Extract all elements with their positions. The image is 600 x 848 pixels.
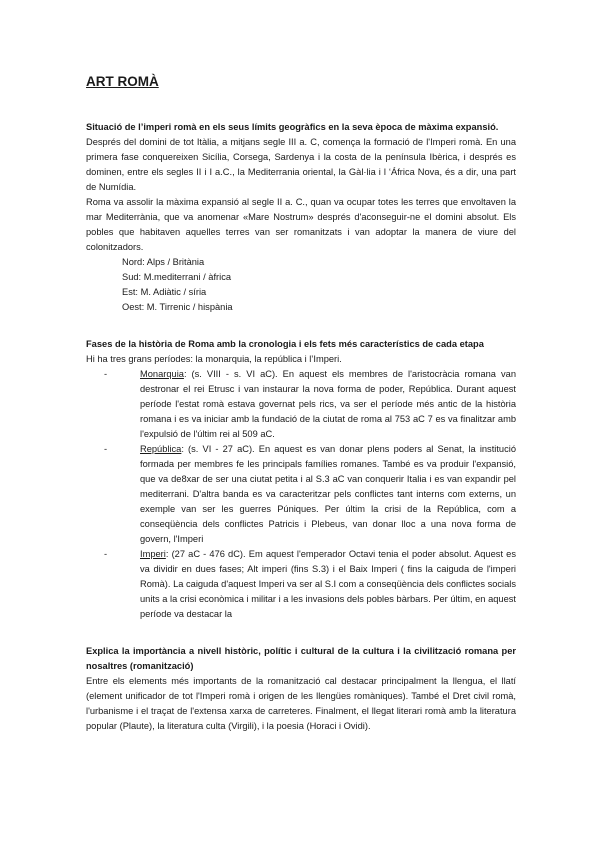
limit-item-west: Oest: M. Tirrenic / hispània: [122, 302, 233, 312]
section-geographic-limits: [86, 120, 516, 315]
phase-term: Imperi: [140, 549, 166, 559]
paragraph: Hi ha tres grans períodes: la monarquia, la república i l’Imperi.: [86, 354, 342, 364]
limit-item-north: Nord: Alps / Britània: [122, 257, 205, 267]
phase-text: : (s. VIII - s. VI aC). En aquest els membres de l'aristocràcia romana van destronar el rei Etrusc i van instaurar la nova forma de poder, República. Durant aquest període l'estat romà estava governat pels rics, va ser el període més antic de la història romana i es va iniciar amb la fundació de la ciutat de roma al 753 aC 7 es va finalitzar amb l'expulsió de l'últim rei al 509 aC.: [140, 369, 516, 439]
phase-item-republica: [86, 442, 516, 547]
section-romanization: [86, 644, 516, 734]
section-history-phases: [86, 337, 516, 622]
phase-item-monarquia: [86, 367, 516, 442]
limits-list: [122, 255, 516, 315]
section-heading: Situació de l’imperi romà en els seus límits geogràfics en la seva època de màxima expansió.: [86, 122, 499, 132]
document-title: ART ROMÀ: [86, 74, 159, 89]
section-heading: Fases de la història de Roma amb la cronologia i els fets més característics de cada etapa: [86, 339, 484, 349]
spacer: [86, 315, 516, 337]
document-page: [86, 74, 516, 734]
dash-bullet: -: [104, 444, 108, 454]
paragraph: Entre els elements més importants de la romanització cal destacar principalment la llengua, el llatí (element unificador de tot l'Imperi romà i origen de les llengües romàniques). També el Dret civil romà, l'urbanisme i el traçat de l'extensa xarxa de carreteres. Finalment, el llegat literari romà amb la literatura popular (Plaute), la literatura culta (Virgili), i la poesia (Horaci i Ovidi).: [86, 676, 516, 731]
phase-text: : (s. VI - 27 aC). En aquest es van donar plens poders al Senat, la institució formada per membres fe les principals famílies romanes. També es va produir l'expansió, que va de8xar de ser una ciutat petita i al S.3 aC van conquerir Italia i es van expandir pel mediterrani. D'altra banda es va caracteritzar pels conflictes tant interns com externs, un exemple van ser les guerres Púniques. Per últim la crisi de la República, com a conseqüència dels conflictes Patricis i Plebeus, van donar lloc a una nova forma de govern, l'Imperi: [140, 444, 516, 544]
phase-term: República: [140, 444, 182, 454]
dash-bullet: -: [104, 549, 108, 559]
phase-term: Monarquia: [140, 369, 184, 379]
limit-item-south: Sud: M.mediterrani / àfrica: [122, 272, 232, 282]
limit-item-east: Est: M. Adiàtic / síria: [122, 287, 207, 297]
phases-list: [86, 367, 516, 622]
phase-text: : (27 aC - 476 dC). Em aquest l'emperador Octavi tenia el poder absolut. Aquest es va dividir en dues fases; Alt imperi (fins S.3) i el Baix Imperi ( fins la caiguda de l'imperi Romà). La caiguda d'aquest Imperi va ser al S.I com a conseqüència dels conflictes socials units a la crisi econòmica i militar i a les invasions dels pobles bàrbars. Per últim, en aquest període va destacar la: [140, 549, 516, 619]
phase-item-imperi: [86, 547, 516, 622]
dash-bullet: -: [104, 369, 108, 379]
paragraph: Després del domini de tot Itàlia, a mitjans segle III a. C, comença la formació de l'Imperi romà. En una primera fase conquereixen Sicília, Corsega, Sardenya i la costa de la península Ibèrica, i després es dominen, entre els segles II i I a.C., la Mediterrania oriental, la Gàl·lia i l ‘África Nova, és a dir, una part de Numídia.: [86, 137, 516, 192]
section-heading: Explica la importància a nivell històric, polític i cultural de la cultura i la civilització romana per nosaltres (romanització): [86, 646, 516, 671]
spacer: [86, 622, 516, 644]
paragraph: Roma va assolir la màxima expansió al segle II a. C., quan va ocupar totes les terres que envoltaven la mar Mediterrània, que va anomenar «Mare Nostrum» després d'aconseguir-ne el domini absolut. Els pobles que habitaven aquelles terres van ser romanitzats i van adoptar la manera de viure del colonitzadors.: [86, 197, 516, 252]
